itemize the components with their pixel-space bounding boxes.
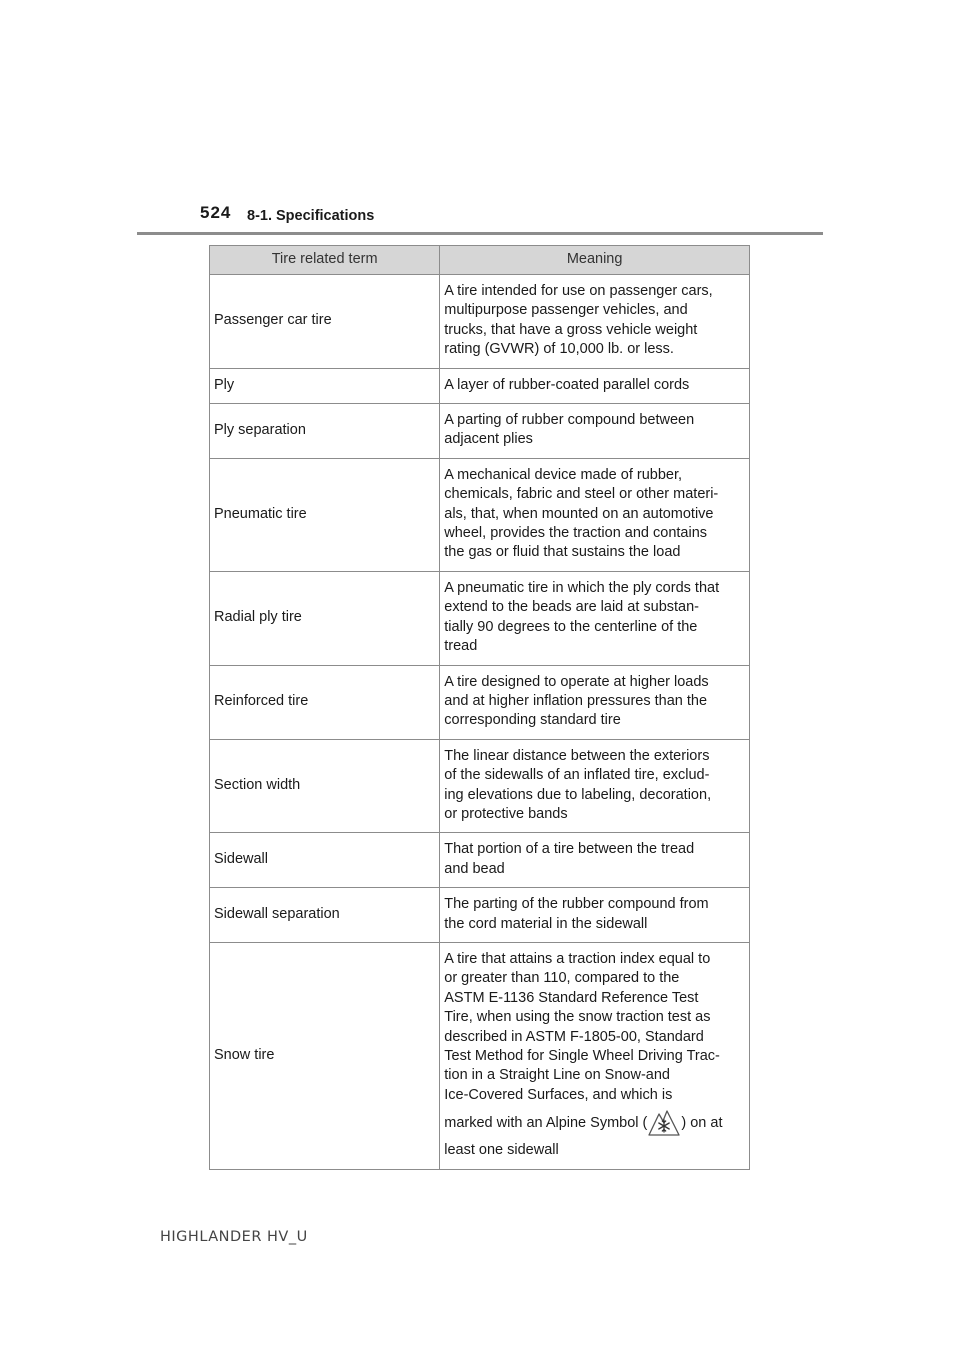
meaning-line: Ice-Covered Surfaces, and which is [444, 1086, 673, 1103]
column-header-term: Tire related term [210, 246, 440, 275]
meaning-line: tread [444, 638, 478, 655]
alpine-text-before: marked with an Alpine Symbol ( [444, 1115, 648, 1132]
meaning-line: and bead [444, 860, 505, 877]
meaning-line: trucks, that have a gross vehicle weight [444, 321, 698, 338]
meaning-cell [440, 665, 750, 739]
meaning-line: The linear distance between the exteriors [444, 747, 710, 764]
table-row [210, 275, 750, 369]
term-cell: Reinforced tire [210, 665, 440, 739]
term-cell: Snow tire [210, 942, 440, 1169]
table-row [210, 888, 750, 943]
meaning-line: A pneumatic tire in which the ply cords that [444, 579, 720, 596]
meaning-line: ing elevations due to labeling, decoration, [444, 786, 712, 803]
alpine-text-after: ) on at [681, 1115, 723, 1132]
meaning-line: adjacent plies [444, 431, 533, 448]
meaning-line: and at higher inflation pressures than the [444, 692, 708, 709]
term-cell: Passenger car tire [210, 275, 440, 369]
meaning-line: rating (GVWR) of 10,000 lb. or less. [444, 341, 674, 358]
meaning-cell [440, 739, 750, 833]
meaning-line: the cord material in the sidewall [444, 915, 648, 932]
meaning-line: A parting of rubber compound between [444, 412, 695, 429]
table-row [210, 942, 750, 1169]
table-row [210, 571, 750, 665]
alpine-symbol-icon [647, 1106, 681, 1138]
table-row [210, 404, 750, 459]
table-row [210, 739, 750, 833]
term-cell: Section width [210, 739, 440, 833]
meaning-line: That portion of a tire between the tread [444, 841, 695, 858]
table-row [210, 458, 750, 571]
meaning-cell [440, 942, 750, 1169]
meaning-line: least one sidewall [444, 1142, 559, 1159]
table-row [210, 368, 750, 403]
meaning-cell [440, 571, 750, 665]
meaning-cell [440, 888, 750, 943]
meaning-line: the gas or fluid that sustains the load [444, 544, 681, 561]
table-header-row [210, 246, 750, 275]
meaning-line: als, that, when mounted on an automotive [444, 505, 714, 522]
term-cell: Ply [210, 368, 440, 403]
meaning-line: ASTM E-1136 Standard Reference Test [444, 989, 699, 1006]
meaning-line: tion in a Straight Line on Snow-and [444, 1067, 670, 1084]
footer-model-name: HIGHLANDER HV_U [160, 1229, 308, 1245]
meaning-line: or protective bands [444, 805, 568, 822]
table-row [210, 665, 750, 739]
page-number: 524 [200, 203, 232, 222]
header-divider [137, 232, 823, 235]
meaning-line: of the sidewalls of an inflated tire, exclud- [444, 767, 710, 784]
meaning-line: Tire, when using the snow traction test as [444, 1009, 711, 1026]
term-cell: Sidewall separation [210, 888, 440, 943]
meaning-line: A tire intended for use on passenger cars, [444, 283, 713, 299]
meaning-line: The parting of the rubber compound from [444, 896, 709, 913]
meaning-line: tially 90 degrees to the centerline of the [444, 618, 698, 635]
term-cell: Sidewall [210, 833, 440, 888]
meaning-line: A layer of rubber-coated parallel cords [444, 376, 690, 393]
term-cell: Pneumatic tire [210, 458, 440, 571]
meaning-line: A tire designed to operate at higher loads [444, 673, 709, 690]
meaning-line: A tire that attains a traction index equal to [444, 950, 711, 967]
meaning-line: described in ASTM F-1805-00, Standard [444, 1028, 704, 1045]
alpine-symbol-line [444, 1107, 747, 1139]
table-row [210, 833, 750, 888]
term-cell: Radial ply tire [210, 571, 440, 665]
column-header-meaning: Meaning [440, 246, 750, 275]
meaning-line: extend to the beads are laid at substan- [444, 599, 699, 616]
meaning-line: corresponding standard tire [444, 712, 621, 729]
meaning-cell [440, 368, 750, 403]
section-title: 8-1. Specifications [247, 208, 375, 224]
meaning-line: wheel, provides the traction and contains [444, 525, 708, 542]
meaning-cell [440, 833, 750, 888]
tire-terms-table [209, 245, 750, 1170]
meaning-line: A mechanical device made of rubber, [444, 466, 683, 483]
term-cell: Ply separation [210, 404, 440, 459]
meaning-cell [440, 458, 750, 571]
meaning-line: or greater than 110, compared to the [444, 970, 680, 987]
meaning-line: Test Method for Single Wheel Driving Trac- [444, 1048, 720, 1064]
table-body [210, 275, 750, 1170]
meaning-line: chemicals, fabric and steel or other materi- [444, 486, 719, 503]
meaning-cell [440, 275, 750, 369]
meaning-line: multipurpose passenger vehicles, and [444, 302, 688, 319]
meaning-cell [440, 404, 750, 459]
